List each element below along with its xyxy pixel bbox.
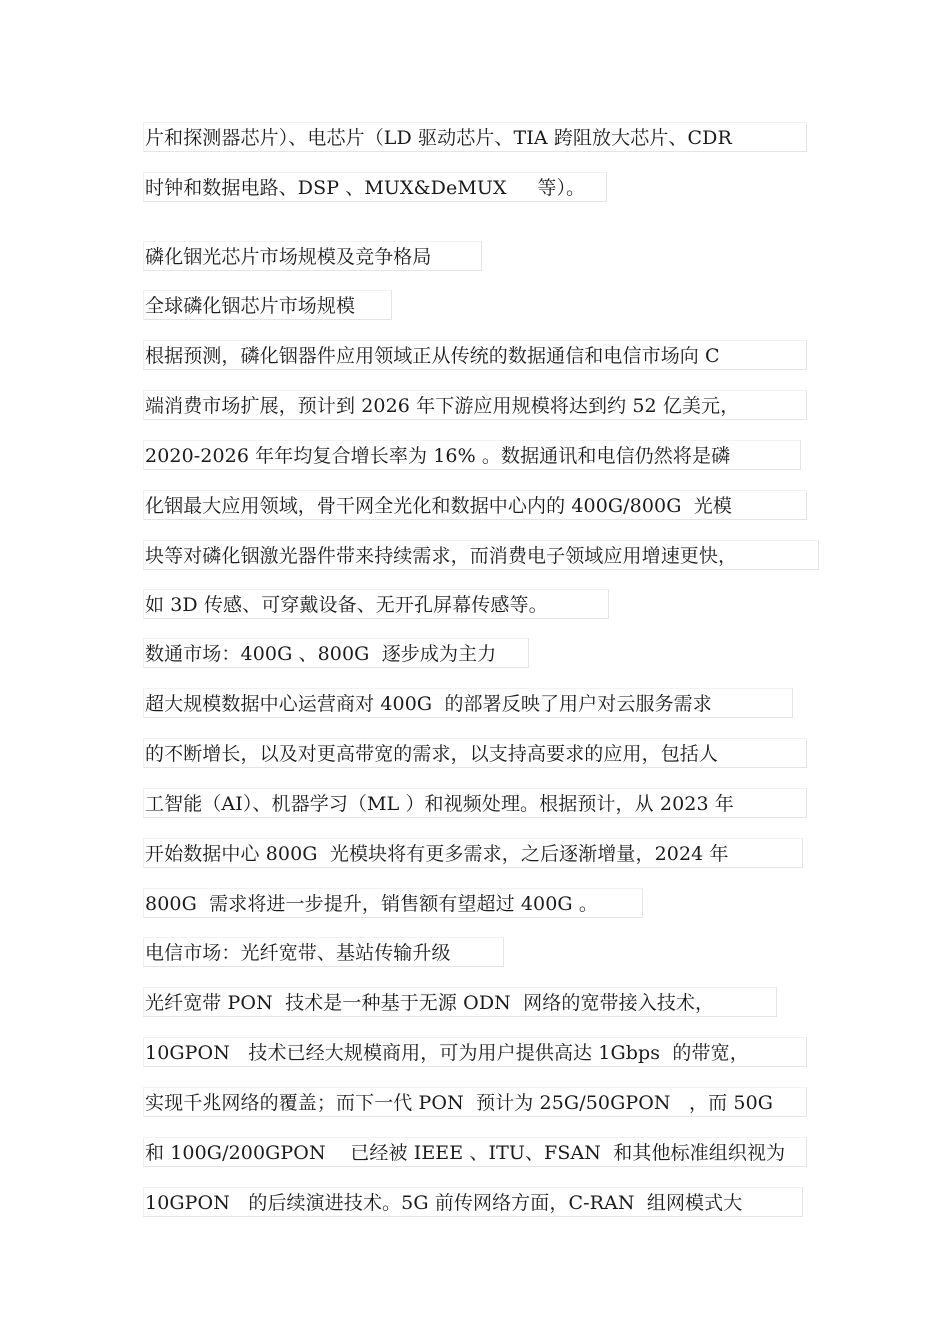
text-line: 10GPON 的后续演进技术。5G 前传网络方面，C-RAN 组网模式大	[143, 1187, 803, 1217]
text-line: 实现千兆网络的覆盖；而下一代 PON 预计为 25G/50GPON ，而 50G	[143, 1087, 807, 1117]
text-line: 块等对磷化铟激光器件带来持续需求，而消费电子领域应用增速更快，	[143, 540, 819, 570]
text-line: 片和探测器芯片）、电芯片（LD 驱动芯片、TIA 跨阻放大芯片、CDR	[143, 122, 807, 152]
text-line: 光纤宽带 PON 技术是一种基于无源 ODN 网络的宽带接入技术，	[143, 987, 777, 1017]
text-line: 开始数据中心 800G 光模块将有更多需求，之后逐渐增量，2024 年	[143, 838, 803, 868]
text-line: 根据预测，磷化铟器件应用领域正从传统的数据通信和电信市场向 C	[143, 340, 807, 370]
text-line: 和 100G/200GPON 已经被 IEEE 、ITU、FSAN 和其他标准组织视为	[143, 1137, 807, 1167]
text-line: 化铟最大应用领域，骨干网全光化和数据中心内的 400G/800G 光模	[143, 490, 807, 520]
text-line: 10GPON 技术已经大规模商用，可为用户提供高达 1Gbps 的带宽，	[143, 1037, 807, 1067]
sub-heading: 数通市场：400G 、800G 逐步成为主力	[143, 638, 529, 668]
sub-heading: 全球磷化铟芯片市场规模	[143, 290, 392, 320]
text-line: 如 3D 传感、可穿戴设备、无开孔屏幕传感等。	[143, 589, 609, 619]
sub-heading: 电信市场：光纤宽带、基站传输升级	[143, 937, 504, 967]
text-line: 的不断增长，以及对更高带宽的需求，以支持高要求的应用，包括人	[143, 738, 807, 768]
text-line: 超大规模数据中心运营商对 400G 的部署反映了用户对云服务需求	[143, 688, 793, 718]
text-line: 时钟和数据电路、DSP 、MUX&DeMUX 等）。	[143, 172, 607, 202]
text-line: 800G 需求将进一步提升，销售额有望超过 400G 。	[143, 888, 643, 918]
text-line: 工智能（AI）、机器学习（ML ）和视频处理。根据预计，从 2023 年	[143, 788, 807, 818]
section-heading: 磷化铟光芯片市场规模及竞争格局	[143, 241, 482, 271]
text-line: 2020-2026 年年均复合增长率为 16% 。数据通讯和电信仍然将是磷	[143, 440, 801, 470]
text-line: 端消费市场扩展，预计到 2026 年下游应用规模将达到约 52 亿美元，	[143, 390, 807, 420]
